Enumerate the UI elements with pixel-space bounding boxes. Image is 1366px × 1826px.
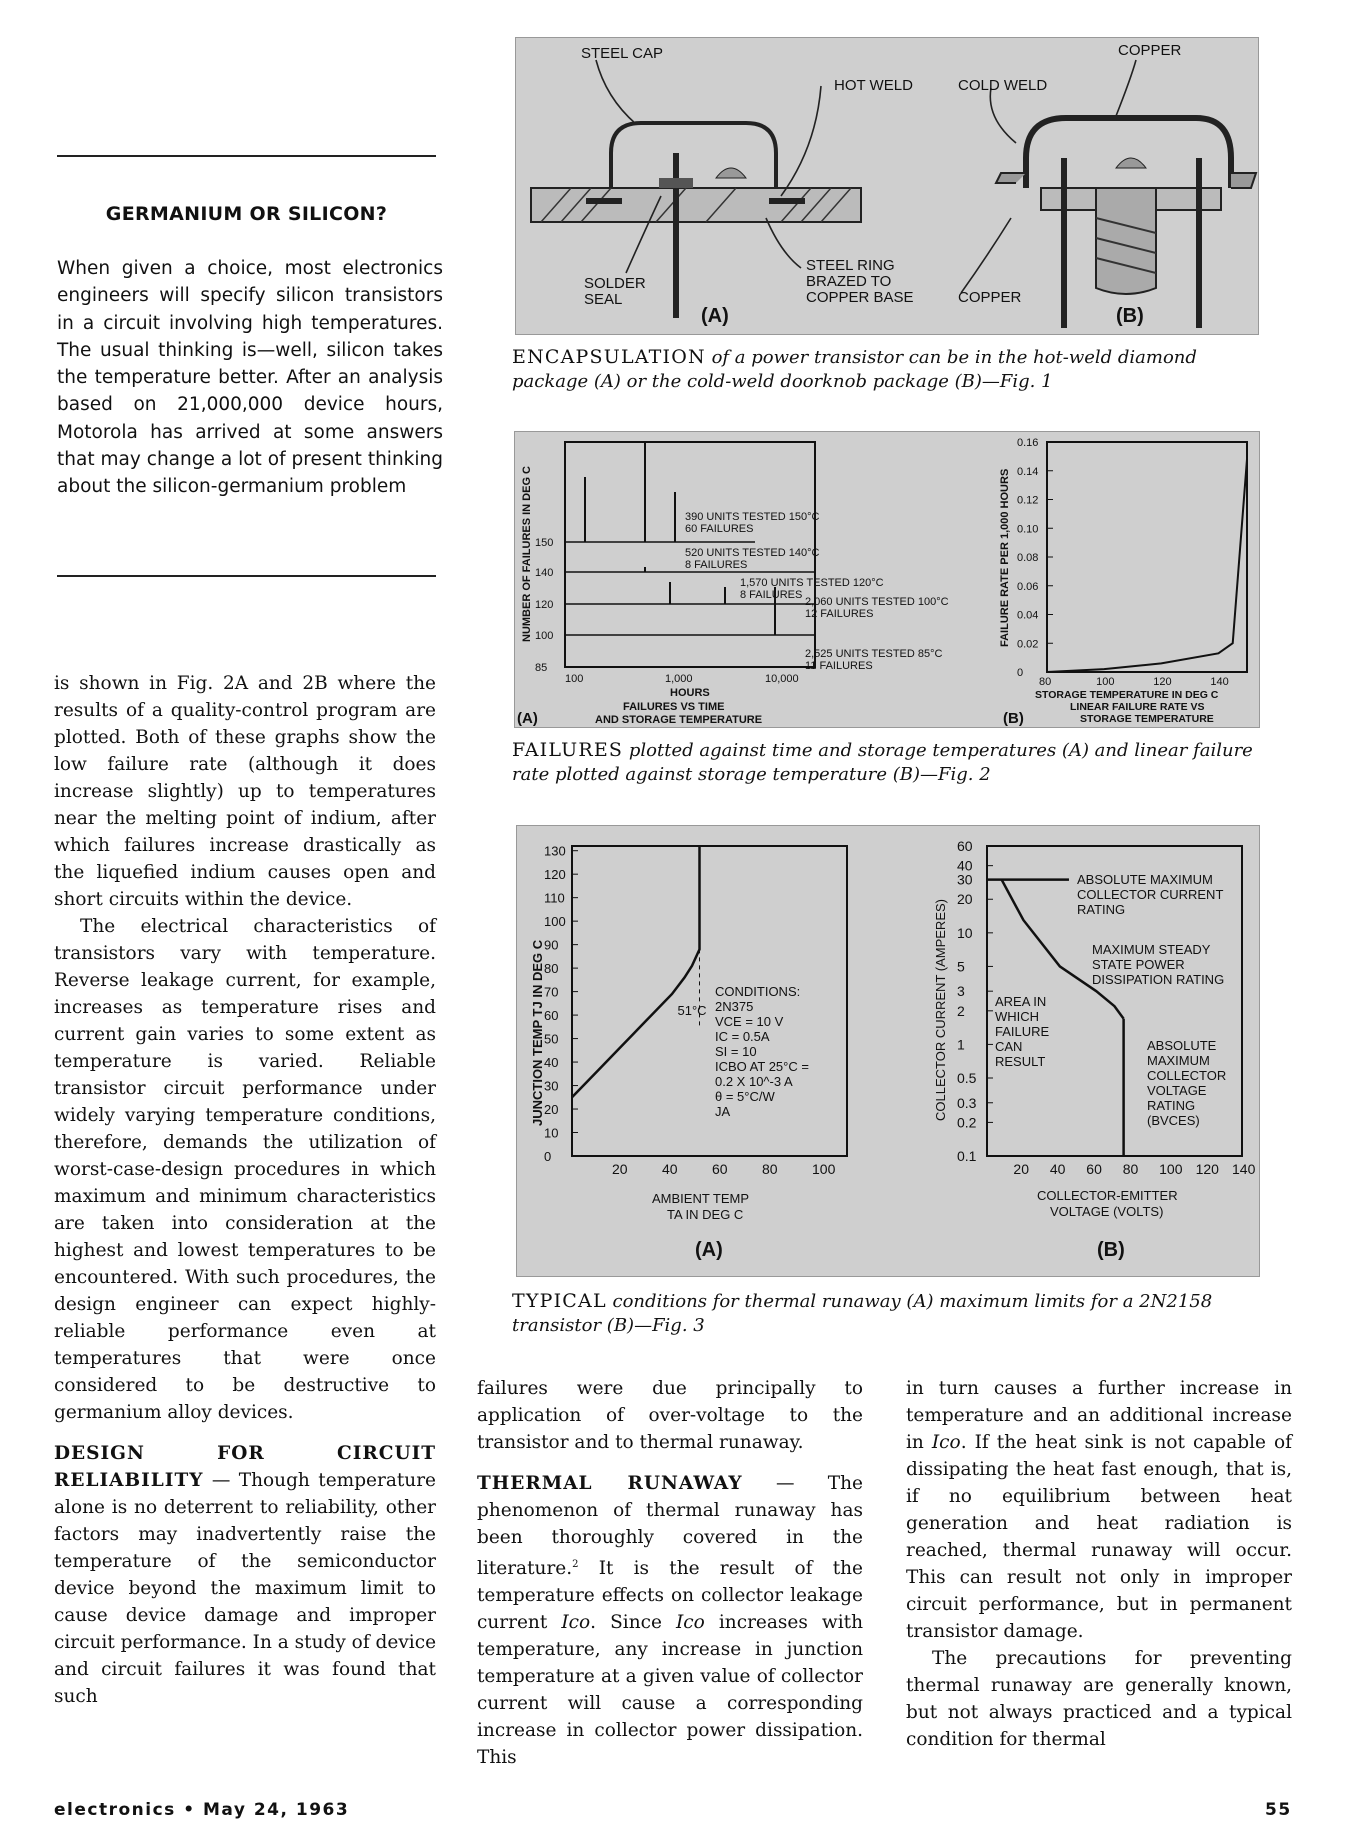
sidebar-title: GERMANIUM OR SILICON? — [105, 203, 388, 225]
fig2b-y-tick: 0.12 — [1017, 494, 1039, 507]
fig2b-y-tick: 0.16 — [1017, 437, 1039, 449]
fig2a-x-tick: 10,000 — [765, 673, 799, 685]
fig3b-xlabel-1: COLLECTOR-EMITTER — [1037, 1188, 1178, 1203]
column-3 — [906, 1375, 1292, 1753]
fig3a-y-tick: 50 — [544, 1031, 559, 1047]
fig3b-y-tick: 5 — [957, 958, 965, 975]
fig2a-x-tick: 100 — [565, 673, 584, 685]
figure-3-caption: TYPICAL conditions for thermal runaway (A) maximum limits for a 2N2158 transistor (B)—Fig. 3 — [512, 1290, 1213, 1336]
fig3b-series-label: RATING — [1077, 902, 1126, 917]
fig3a-y-tick: 20 — [544, 1102, 559, 1118]
fig2b-y-tick: 0.02 — [1017, 638, 1039, 651]
fig2a-failure-label: 8 FAILURES — [685, 559, 748, 571]
label-panel-b: (B) — [1116, 305, 1144, 327]
fig3b-x-tick: 140 — [1232, 1161, 1256, 1177]
fig3b-xlabel-2: VOLTAGE (VOLTS) — [1050, 1204, 1164, 1219]
fig3b-chart — [957, 838, 1256, 1177]
fig2b-frame — [1047, 442, 1247, 672]
fig3b-y-tick: 20 — [957, 891, 973, 908]
figure-3-chart — [517, 826, 1259, 1276]
fig3a-runaway-curve — [572, 846, 700, 1097]
fig3b-x-tick: 120 — [1195, 1161, 1219, 1177]
fig3b-y-tick: 0.1 — [957, 1148, 977, 1164]
fig3a-condition-line: 2N375 — [715, 999, 754, 1014]
fig2a-xlabel: HOURS — [670, 687, 710, 699]
figure-3-thermal-runaway — [516, 825, 1260, 1277]
fig3b-series-label: MAXIMUM — [1147, 1053, 1210, 1068]
col2-paragraph-2: THERMAL RUNAWAY — The phenomenon of thermal runaway has been thoroughly covered in the literature.$^2$ It is the result of the temperature effects on collector leakage current Ico. Since Ico increases with temperature, any increase in junction temperature at a given value of collector current will cause a corresponding increase in collector power dissipation. This — [477, 1473, 864, 1769]
fig3b-area-label: RESULT — [995, 1054, 1046, 1069]
fig2a-series-label: 1,570 UNITS TESTED 120°C — [740, 577, 884, 589]
fig2a-subtitle-2: AND STORAGE TEMPERATURE — [595, 714, 763, 726]
fig3b-y-tick: 1 — [957, 1036, 965, 1053]
cold-weld-package — [996, 118, 1256, 328]
fig2b-x-tick: 140 — [1210, 676, 1229, 688]
fig3a-x-tick: 20 — [612, 1161, 628, 1177]
figure-2-failures — [514, 431, 1260, 728]
column-1 — [54, 670, 436, 1710]
fig2a-failure-label: 11 FAILURES — [805, 660, 873, 672]
fig3b-series-label: VOLTAGE — [1147, 1083, 1207, 1098]
sidebar-top-rule — [57, 155, 436, 157]
label-cold-weld: COLD WELD — [958, 77, 1048, 94]
fig3b-x-tick: 60 — [1086, 1161, 1102, 1177]
col3-paragraph-2: The precautions for preventing thermal runaway are generally known, but not always practiced and a typical condition for thermal — [906, 1648, 1292, 1750]
fig3a-y-tick: 80 — [544, 961, 559, 977]
fig3b-series-label: COLLECTOR — [1147, 1068, 1227, 1083]
fig3b-ylabel: COLLECTOR CURRENT (AMPERES) — [933, 899, 948, 1121]
fig3b-series-label: ABSOLUTE — [1147, 1038, 1217, 1053]
fig3b-y-tick: 2 — [957, 1002, 965, 1019]
label-steel-cap: STEEL CAP — [581, 45, 663, 62]
fig2b-x-tick: 80 — [1039, 676, 1052, 688]
fig2b-panel-label: (B) — [1003, 710, 1024, 727]
fig2a-subtitle-1: FAILURES VS TIME — [623, 701, 725, 713]
fig2b-y-tick: 0.14 — [1017, 465, 1039, 478]
fig3a-y-tick: 60 — [544, 1008, 559, 1024]
fig2a-panel-label: (A) — [517, 710, 538, 727]
fig3a-xlabel-1: AMBIENT TEMP — [652, 1191, 750, 1206]
fig3b-y-tick: 3 — [957, 983, 965, 1000]
fig3a-y-tick: 130 — [544, 843, 566, 859]
fig3b-x-tick: 100 — [1159, 1161, 1183, 1177]
fig2b-y-tick: 0.04 — [1017, 609, 1039, 622]
fig3b-series-label: RATING — [1147, 1098, 1196, 1113]
fig2b-subtitle-2: STORAGE TEMPERATURE — [1080, 713, 1214, 725]
fig2b-failure-rate-line — [1047, 459, 1247, 672]
fig2b-chart — [1017, 437, 1247, 688]
fig3a-condition-line: θ = 5°C/W — [715, 1089, 775, 1104]
figure-1-drawing — [516, 38, 1258, 334]
fig3a-chart — [544, 844, 836, 1177]
sidebar-text: When given a choice, most electronics engineers will specify silicon transistors in a circuit involving high temperatures. The usual thinking is—well, silicon takes the temperature better. After an analysis based on 21,000,000 device hours, Motorola has arrived at some answers that may change a lot of present thinking about the silicon-germanium problem — [57, 258, 443, 498]
thermal-runaway-heading: THERMAL RUNAWAY — [477, 1473, 743, 1494]
fig2b-y-tick: 0.08 — [1017, 552, 1039, 564]
fig3a-x-tick: 100 — [812, 1161, 836, 1177]
fig2a-failure-label: 8 FAILURES — [740, 589, 803, 601]
fig3a-y-tick: 30 — [544, 1078, 559, 1094]
label-copper-bottom: COPPER — [958, 289, 1022, 306]
fig2b-y-tick: 0.10 — [1017, 523, 1039, 536]
fig3a-y-tick: 90 — [544, 937, 559, 953]
figure-2-chart — [515, 432, 1259, 727]
col1-paragraph-1: is shown in Fig. 2A and 2B where the results of a quality-control program are plotted. Both of these graphs show the low failure rate (although it does increase slightly) up to temperatures near the melting point of indium, after which failures increase drastically as the liquefied indium causes open and short circuits within the device. — [54, 673, 436, 910]
fig3b-series-label: (BVCES) — [1147, 1113, 1200, 1128]
fig2a-ylabel: NUMBER OF FAILURES IN DEG C — [521, 465, 533, 642]
fig3b-y-tick: 60 — [957, 838, 973, 854]
fig3a-y-tick: 40 — [544, 1055, 559, 1071]
fig2b-y-tick: 0 — [1017, 667, 1024, 679]
fig3a-y-tick: 10 — [544, 1125, 559, 1141]
fig3a-condition-line: ICBO AT 25°C = — [715, 1059, 809, 1074]
label-panel-a: (A) — [701, 305, 729, 327]
label-copper-top: COPPER — [1118, 42, 1182, 59]
fig2b-ylabel: FAILURE RATE PER 1,000 HOURS — [999, 468, 1011, 647]
fig3b-x-tick: 20 — [1013, 1161, 1030, 1177]
fig3a-temp-annotation: 51°C — [677, 1003, 707, 1019]
fig3a-y-tick: 100 — [544, 914, 566, 930]
fig3b-area-label: CAN — [995, 1039, 1023, 1054]
fig2b-xlabel: STORAGE TEMPERATURE IN DEG C — [1035, 689, 1219, 701]
fig3b-series-label: ABSOLUTE MAXIMUM — [1077, 872, 1213, 887]
fig2a-y-tick: 100 — [535, 630, 554, 642]
footer-publication: electronics • May 24, 1963 — [54, 1800, 350, 1820]
fig2a-chart — [535, 442, 949, 685]
fig3a-panel-label: (A) — [695, 1239, 723, 1261]
design-heading: DESIGN FOR CIRCUIT RELIABILITY — [54, 1443, 436, 1491]
fig2a-series-label: 520 UNITS TESTED 140°C — [685, 547, 820, 559]
col3-paragraph-1: in turn causes a further increase in temperature and an additional increase in Ico. If the heat sink is not capable of dissipating the heat fast enough, that is, if no equilibrium between heat generation and heat radiation is reached, thermal runaway will occur. This can result not only in improper circuit performance, but in permanent transistor damage. — [906, 1378, 1293, 1642]
fig2b-y-tick: 0.06 — [1017, 580, 1039, 593]
fig2b-x-tick: 100 — [1096, 676, 1115, 688]
fig3a-y-tick: 0 — [544, 1149, 552, 1164]
fig3b-y-tick: 0.2 — [957, 1114, 977, 1131]
figure-1-encapsulation — [515, 37, 1259, 335]
fig3b-y-tick: 10 — [957, 924, 973, 941]
fig3b-y-tick: 40 — [957, 857, 973, 874]
fig3a-condition-line: VCE = 10 V — [715, 1014, 784, 1029]
fig2a-y-tick: 150 — [535, 537, 554, 549]
fig3b-series-label: MAXIMUM STEADY — [1092, 942, 1211, 957]
fig3a-condition-line: IC = 0.5A — [715, 1029, 770, 1044]
fig3b-panel-label: (B) — [1097, 1239, 1125, 1261]
fig2b-subtitle-1: LINEAR FAILURE RATE VS — [1070, 701, 1205, 713]
figure-1-caption: ENCAPSULATION of a power transistor can be in the hot-weld diamond package (A) or the cold-weld doorknob package (B)—Fig. 1 — [512, 346, 1197, 392]
fig3b-area-label: AREA IN — [995, 994, 1047, 1009]
fig3a-ylabel: JUNCTION TEMP TJ IN DEG C — [530, 939, 545, 1126]
fig3b-y-tick: 0.5 — [957, 1070, 977, 1087]
sidebar-bottom-rule — [57, 575, 436, 577]
col1-paragraph-3-text: — Though temperature alone is no deterrent to reliability, other factors may inadvertently raise the temperature of the semiconductor device beyond the maximum limit to cause device damage and improper circuit performance. In a study of device and circuit failures it was found that such — [54, 1470, 437, 1707]
fig3b-area-label: WHICH — [995, 1009, 1040, 1024]
fig2a-y-tick: 140 — [535, 567, 554, 579]
figure-2-caption: FAILURES plotted against time and storage temperatures (A) and linear failure rate plotted against storage temperature (B)—Fig. 2 — [512, 739, 1253, 785]
fig2b-x-tick: 120 — [1153, 676, 1172, 688]
fig3a-y-tick: 110 — [544, 890, 565, 906]
label-solder-seal: SOLDER SEAL — [584, 275, 646, 308]
fig3a-y-tick: 120 — [544, 867, 566, 883]
fig3b-x-tick: 40 — [1049, 1161, 1066, 1177]
fig3b-series-label: DISSIPATION RATING — [1092, 972, 1225, 987]
col1-paragraph-2: The electrical characteristics of transistors vary with temperature. Reverse leakage current, for example, increases as temperature rises and current gain varies to some extent as temperature is varied. Reliable transistor circuit performance under widely varying temperature conditions, therefore, demands the utilization of worst-case-design procedures in which maximum and minimum characteristics are taken into consideration at the highest and lowest temperatures to be encountered. With such procedures, the design engineer can expect highly-reliable performance even at temperatures that were once considered to be destructive to germanium alloy devices. — [54, 916, 436, 1423]
fig3a-frame — [572, 846, 847, 1156]
fig3a-condition-line: JA — [715, 1104, 731, 1119]
fig3a-x-tick: 40 — [662, 1161, 678, 1177]
fig3a-condition-line: SI = 10 — [715, 1044, 757, 1059]
fig3a-x-tick: 60 — [712, 1161, 728, 1177]
column-2 — [477, 1375, 863, 1771]
fig3a-condition-line: 0.2 X 10^-3 A — [715, 1074, 793, 1089]
fig3b-area-label: FAILURE — [995, 1024, 1050, 1039]
fig3b-series-label: STATE POWER — [1092, 957, 1185, 972]
fig3b-y-tick: 0.3 — [957, 1094, 977, 1111]
fig3a-x-tick: 80 — [762, 1161, 778, 1177]
fig3a-y-tick: 70 — [544, 984, 559, 1000]
footer-page-number: 55 — [1265, 1800, 1292, 1820]
fig3b-x-tick: 80 — [1122, 1161, 1139, 1177]
col2-paragraph-1: failures were due principally to application of over-voltage to the transistor and to thermal runaway. — [477, 1378, 863, 1453]
fig2a-y-tick: 85 — [535, 662, 548, 674]
fig2a-x-tick: 1,000 — [665, 673, 693, 685]
fig2a-failure-label: 60 FAILURES — [685, 523, 754, 535]
fig3a-condition-line: CONDITIONS: — [715, 984, 801, 999]
fig2a-series-label: 390 UNITS TESTED 150°C — [685, 511, 820, 523]
fig3b-y-tick: 30 — [957, 871, 973, 888]
label-hot-weld: HOT WELD — [834, 77, 913, 94]
fig2a-y-tick: 120 — [535, 599, 554, 611]
col1-paragraph-3 — [54, 1440, 436, 1710]
fig2a-series-label: 2,060 UNITS TESTED 100°C — [805, 596, 949, 608]
fig3a-xlabel-2: TA IN DEG C — [667, 1207, 744, 1222]
fig2a-series-label: 2,525 UNITS TESTED 85°C — [805, 648, 943, 660]
fig2a-failure-label: 12 FAILURES — [805, 608, 874, 620]
fig3b-series-label: COLLECTOR CURRENT — [1077, 887, 1224, 902]
label-steel-ring: STEEL RING BRAZED TO COPPER BASE — [806, 257, 914, 306]
